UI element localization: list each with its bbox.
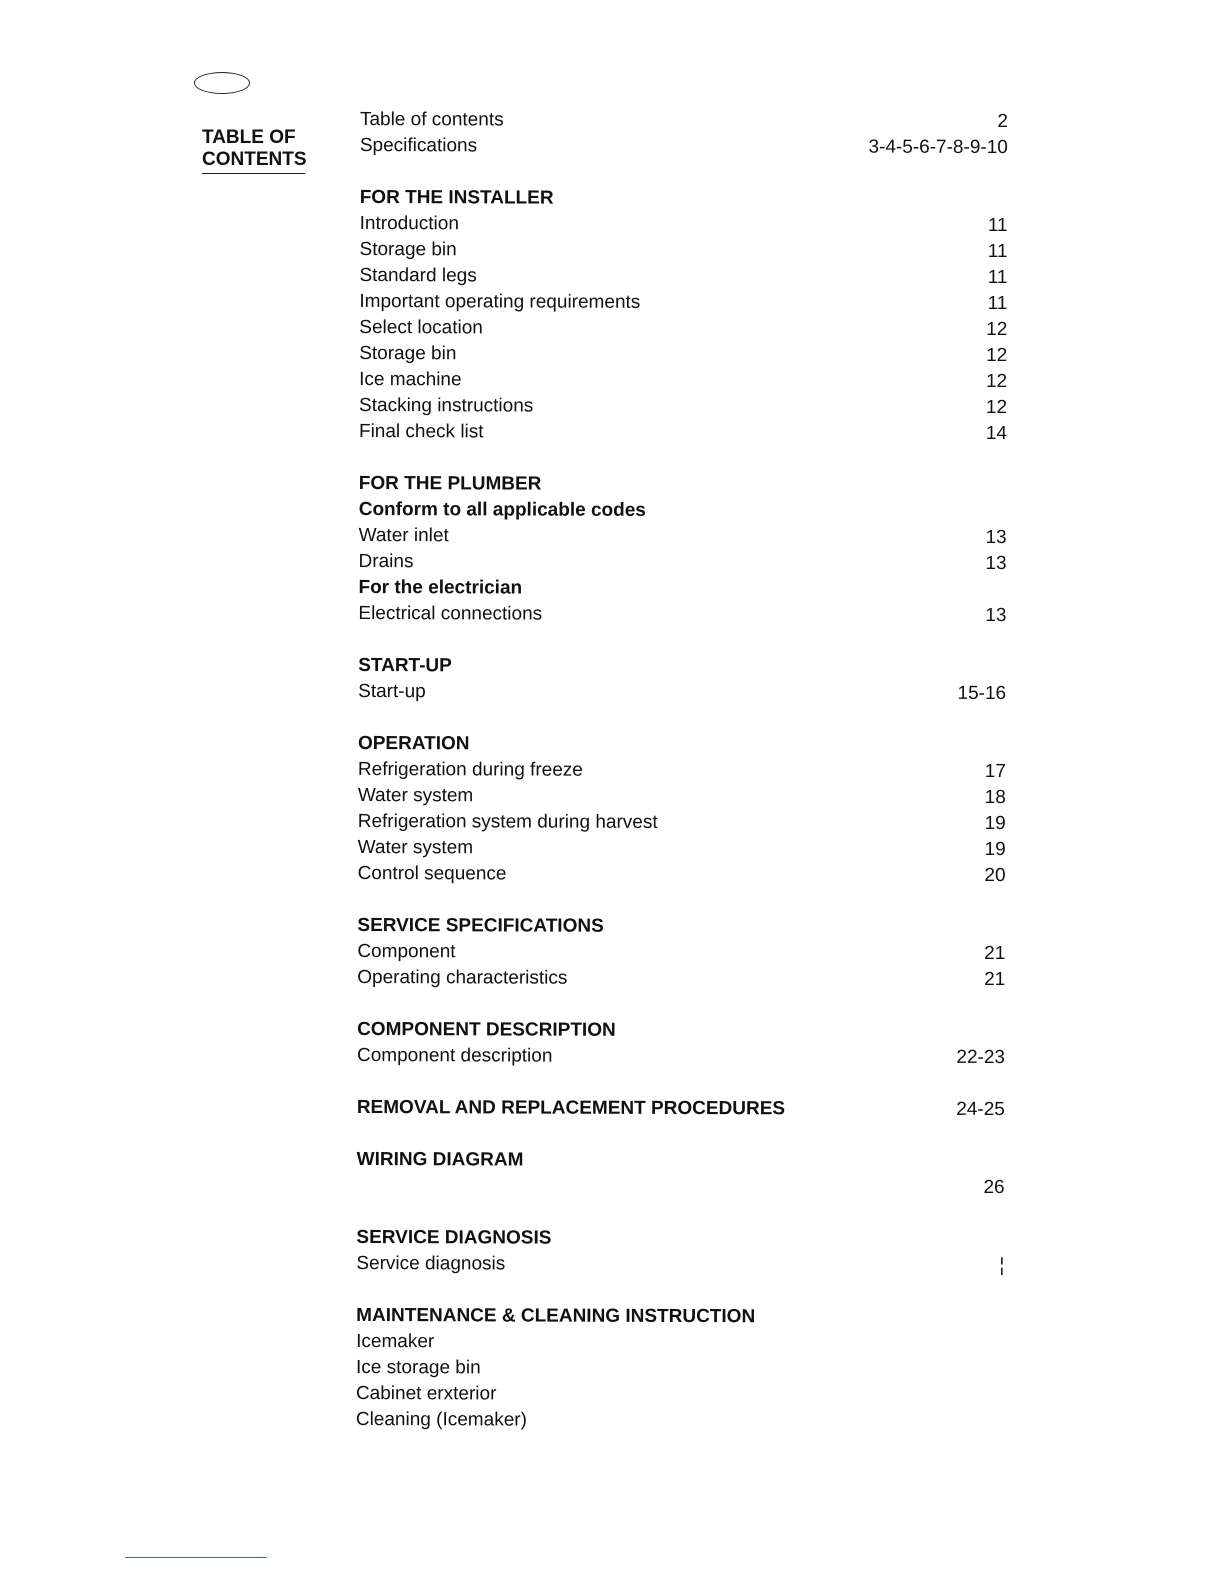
toc-entry-page: 18 [984,786,1006,809]
toc-entry-label: Water inlet [358,524,449,547]
toc-entry-page: 12 [986,344,1008,367]
toc-group [356,1303,1004,1435]
toc-entry-label: Ice storage bin [356,1356,481,1379]
toc-group [357,1017,1005,1071]
toc-entry [359,419,1007,447]
toc-entry-page: 11 [987,214,1008,237]
toc-section-heading [359,497,1007,525]
toc-entry-label: REMOVAL AND REPLACEMENT PROCEDURES [356,1096,786,1120]
toc-entry [358,861,1006,889]
toc-group [358,471,1006,629]
toc-entry-label: Table of contents [359,108,504,131]
toc-entry-page: 11 [987,240,1008,263]
toc-entry-label: START-UP [358,654,452,677]
toc-entry-page: 12 [986,318,1008,341]
group-spacer [358,705,1006,733]
toc-entry-page: 13 [985,526,1007,549]
toc-entry-label: Control sequence [357,862,507,885]
toc-entry-label: Water system [357,784,474,807]
group-spacer [359,445,1007,473]
toc-entry-page: 13 [985,552,1007,575]
toc-entry-page: ¦ [999,1255,1005,1277]
toc-entry [359,393,1007,421]
toc-entry-label: Icemaker [356,1330,435,1353]
toc-section-heading [357,1095,1005,1123]
toc-entry-label: Conform to all applicable codes [358,498,646,521]
toc-entry-label: Electrical connections [358,602,543,625]
toc-entry-label: Storage bin [359,342,457,365]
toc-entry-label: Drains [358,550,414,573]
toc-entry [359,289,1007,317]
toc-entry [360,237,1008,265]
language-oval-mark [194,72,250,94]
toc-entry [358,783,1006,811]
toc-entry [358,835,1006,863]
toc-section-heading [358,731,1006,759]
toc-entry-label: SERVICE SPECIFICATIONS [357,914,604,937]
toc-section-heading [358,653,1006,681]
toc-entry [358,679,1006,707]
toc-entry [359,315,1007,343]
group-spacer [360,159,1008,187]
toc-entry-page: 12 [985,370,1008,393]
toc-entry-label: SERVICE DIAGNOSIS [356,1226,552,1249]
group-spacer [356,1277,1004,1305]
toc-entry [360,133,1008,161]
footer-link-underline [125,1557,267,1558]
toc-entry-label: Component [357,940,456,963]
side-heading-line2: CONTENTS [202,149,307,170]
toc-entry-page: 14 [985,422,1008,445]
toc-section-heading [359,471,1007,499]
toc-entry-page: 20 [984,864,1006,887]
toc-entry-label: Standard legs [359,264,477,287]
side-heading [202,127,307,171]
toc-entry-label: WIRING DIAGRAM [356,1148,524,1171]
toc-entry-label: OPERATION [357,732,470,755]
toc-entry-page: 26 [983,1176,1005,1199]
toc-entry-label: Start-up [358,680,426,703]
toc-entry-label: COMPONENT DESCRIPTION [357,1018,616,1041]
toc-entry-page: 19 [984,838,1006,861]
toc-entry-label: Storage bin [359,238,457,261]
toc-entry [356,1251,1004,1279]
toc-group [357,913,1005,993]
toc-section-heading [357,1147,1005,1175]
toc-entry [359,367,1007,395]
toc-section-heading [357,1017,1005,1045]
toc-entry [359,549,1007,577]
toc-group [359,185,1008,447]
toc-entry-page: 13 [985,604,1007,627]
toc-entry-page: 24-25 [956,1098,1005,1121]
toc-entry-label: Refrigeration during freeze [357,758,583,781]
toc-entry-page: 19 [984,812,1006,835]
toc-entry-label: Cleaning (Icemaker) [355,1408,527,1431]
toc-entry [360,107,1008,135]
toc-entry-page: 11 [987,266,1008,289]
toc-entry-page: 11 [987,292,1008,315]
toc-entry-page: 12 [985,396,1008,419]
toc-group [357,1095,1005,1123]
toc-entry-label: For the electrician [358,576,523,599]
toc-entry [358,757,1006,785]
toc-entry-label: Ice machine [359,368,462,391]
toc-group [360,107,1008,161]
toc-entry-page: 21 [984,942,1006,965]
toc-entry-page: 21 [984,968,1006,991]
toc-entry-page: 3-4-5-6-7-8-9-10 [868,136,1008,159]
toc-entry [359,523,1007,551]
toc-entry-page: 15-16 [957,682,1007,705]
toc-group [356,1225,1004,1279]
toc-group [358,731,1006,889]
group-spacer [357,1121,1005,1149]
group-spacer [357,991,1005,1019]
group-spacer [356,1199,1004,1227]
toc-entry-label: Introduction [359,212,459,235]
toc-entry [357,939,1005,967]
toc-entry-label: FOR THE INSTALLER [359,186,554,209]
group-spacer [358,627,1006,655]
toc-section-heading [358,575,1006,603]
toc-section-heading [356,1303,1004,1331]
toc-entry [357,1173,1005,1201]
toc-entry-label: Water system [357,836,474,859]
toc-entry-label: Stacking instructions [359,394,534,417]
toc-section-heading [356,1225,1004,1253]
group-spacer [357,887,1005,915]
toc-entry-label: Refrigeration system during harvest [357,810,658,833]
toc-entry-label: Cabinet erxterior [355,1382,497,1405]
toc-entry-label: Important operating requirements [359,290,641,313]
toc-entry-label: Final check list [358,420,484,443]
toc-entry-label: MAINTENANCE & CLEANING INSTRUCTION [356,1304,756,1328]
toc-entry-label: Component description [356,1044,553,1067]
toc-entry-page: 22-23 [956,1046,1006,1069]
toc-entry-page: 2 [997,111,1008,133]
toc-section-heading [357,913,1005,941]
toc-list [356,107,1008,1435]
toc-entry-label: Select location [359,316,483,339]
toc-entry [356,1355,1004,1383]
toc-group [358,653,1006,707]
toc-entry [357,1043,1005,1071]
side-heading-line1: TABLE OF [202,127,296,148]
toc-entry [359,263,1007,291]
toc-group [357,1147,1005,1201]
side-heading-underline [202,173,305,174]
toc-entry [356,1407,1004,1435]
toc-entry [358,601,1006,629]
toc-entry [359,341,1007,369]
group-spacer [357,1069,1005,1097]
toc-entry-label: FOR THE PLUMBER [358,472,542,495]
toc-entry [356,1381,1004,1409]
toc-entry-label: Service diagnosis [356,1252,506,1275]
toc-entry [357,965,1005,993]
toc-entry [356,1329,1004,1357]
toc-section-heading [360,185,1008,213]
toc-entry [358,809,1006,837]
toc-entry [360,211,1008,239]
toc-entry-page: 17 [984,760,1006,783]
toc-entry-label: Operating characteristics [357,966,568,989]
toc-entry-label: Specifications [359,134,478,157]
